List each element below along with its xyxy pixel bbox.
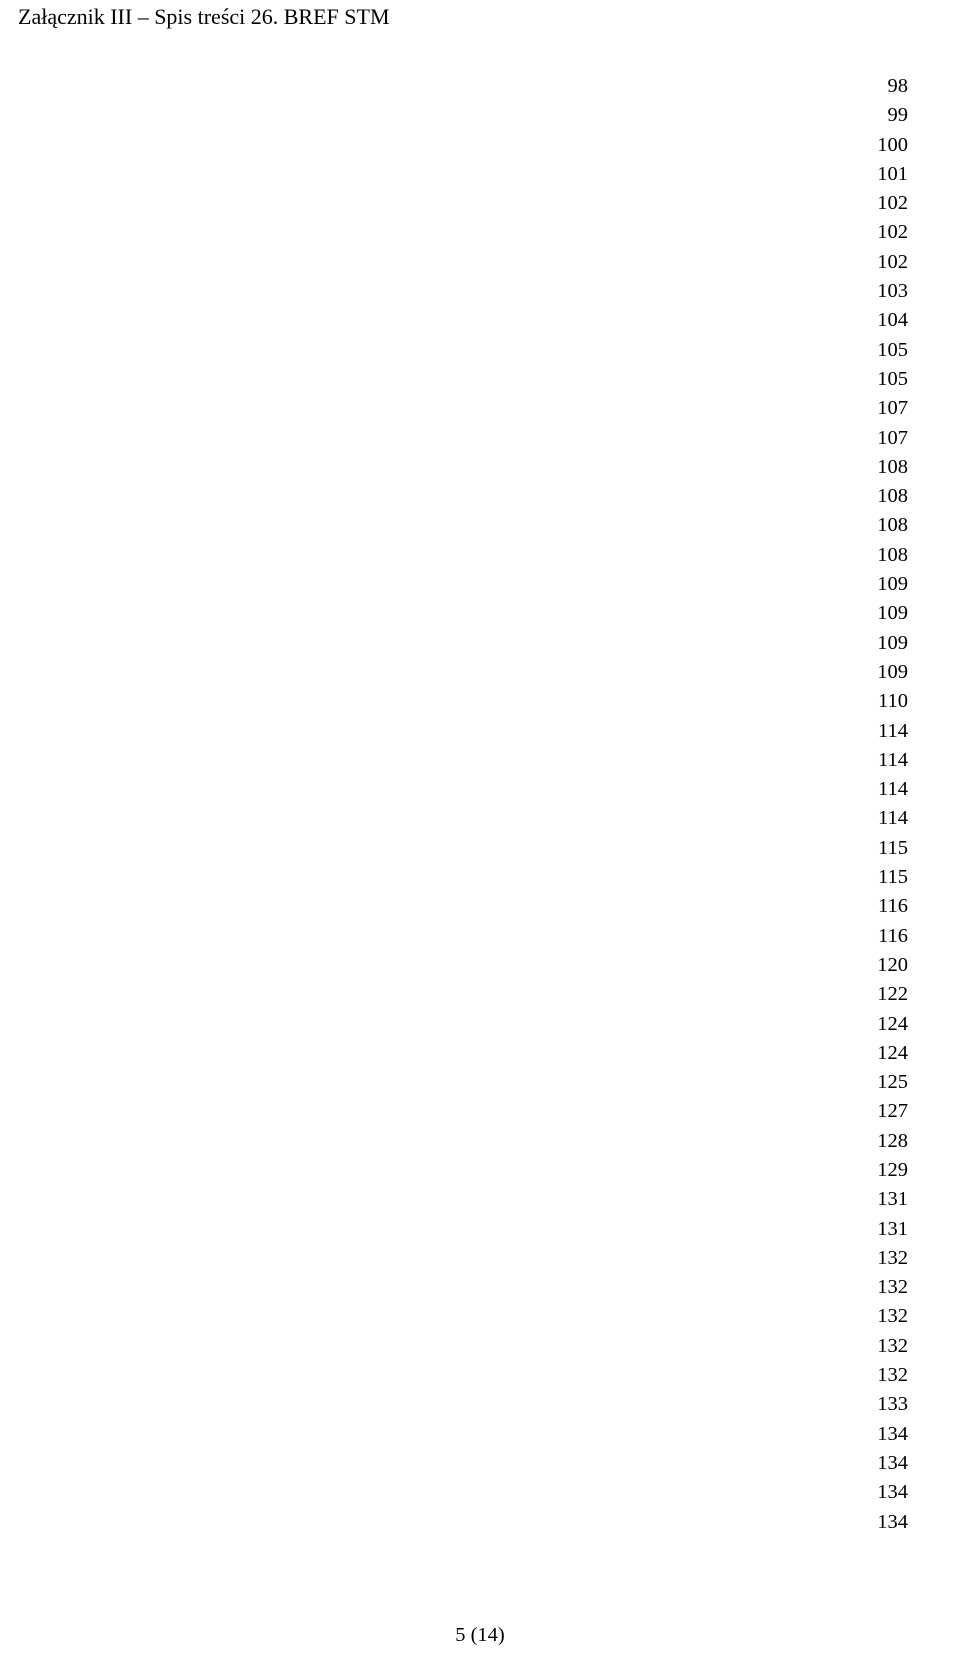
toc-entry[interactable]	[18, 599, 908, 628]
toc-entry-page: 108	[862, 541, 908, 570]
toc-entry-page: 114	[862, 804, 908, 833]
toc-entry[interactable]	[18, 541, 908, 570]
toc-entry[interactable]	[18, 218, 908, 247]
toc-entry-page: 124	[862, 1010, 908, 1039]
toc-entry-page: 102	[862, 218, 908, 247]
toc-entry[interactable]	[18, 1185, 908, 1214]
toc-entry-page: 129	[862, 1156, 908, 1185]
toc-entry[interactable]	[18, 511, 908, 540]
page-header: Załącznik III – Spis treści 26. BREF STM	[18, 4, 390, 29]
toc-entry[interactable]	[18, 951, 908, 980]
toc-entry[interactable]	[18, 746, 908, 775]
toc-entry[interactable]	[18, 1244, 908, 1273]
toc-entry[interactable]	[18, 1508, 908, 1537]
toc-entry-page: 108	[862, 482, 908, 511]
toc-entry[interactable]	[18, 189, 908, 218]
toc-entry[interactable]	[18, 306, 908, 335]
toc-entry[interactable]	[18, 1390, 908, 1419]
toc-entry-page: 104	[862, 306, 908, 335]
toc-entry[interactable]	[18, 1478, 908, 1507]
toc-entry[interactable]	[18, 863, 908, 892]
toc-entry-page: 132	[862, 1332, 908, 1361]
toc-entry-page: 134	[862, 1420, 908, 1449]
toc-entry-page: 134	[862, 1508, 908, 1537]
toc-entry[interactable]	[18, 365, 908, 394]
toc-entry[interactable]	[18, 717, 908, 746]
toc-entry-page: 102	[862, 248, 908, 277]
toc-entry-page: 109	[862, 629, 908, 658]
toc-entry-page: 116	[862, 922, 908, 951]
toc-entry[interactable]	[18, 394, 908, 423]
toc-entry-page: 116	[862, 892, 908, 921]
toc-entry[interactable]	[18, 453, 908, 482]
toc-entry[interactable]	[18, 687, 908, 716]
toc-entry-page: 114	[862, 717, 908, 746]
toc-entry[interactable]	[18, 482, 908, 511]
toc-entry-page: 127	[862, 1097, 908, 1126]
toc-entry[interactable]	[18, 1361, 908, 1390]
toc-entry-page: 108	[862, 453, 908, 482]
toc-entry[interactable]	[18, 72, 908, 101]
toc-entry-page: 132	[862, 1302, 908, 1331]
toc-entry[interactable]	[18, 1127, 908, 1156]
toc-entry[interactable]	[18, 101, 908, 130]
toc-entry-page: 99	[862, 101, 908, 130]
toc-entry-page: 101	[862, 160, 908, 189]
toc-entry[interactable]	[18, 980, 908, 1009]
toc-entry-page: 131	[862, 1185, 908, 1214]
toc-entry[interactable]	[18, 1156, 908, 1185]
toc-entry[interactable]	[18, 658, 908, 687]
toc-entry-page: 107	[862, 394, 908, 423]
toc-entry[interactable]	[18, 629, 908, 658]
toc-entry-page: 114	[862, 746, 908, 775]
toc-entry[interactable]	[18, 1215, 908, 1244]
toc-entry-page: 134	[862, 1478, 908, 1507]
toc-entry-page: 132	[862, 1244, 908, 1273]
toc-entry-page: 132	[862, 1361, 908, 1390]
toc-entry-page: 105	[862, 365, 908, 394]
toc-entry[interactable]	[18, 834, 908, 863]
toc-entry-page: 108	[862, 511, 908, 540]
toc-entry-page: 122	[862, 980, 908, 1009]
toc-entry[interactable]	[18, 1332, 908, 1361]
toc-entry-page: 124	[862, 1039, 908, 1068]
page-number: 5 (14)	[455, 1624, 505, 1646]
toc-entry[interactable]	[18, 570, 908, 599]
toc-entry[interactable]	[18, 922, 908, 951]
toc-entry-page: 109	[862, 658, 908, 687]
toc-entry[interactable]	[18, 775, 908, 804]
toc-entry-page: 134	[862, 1449, 908, 1478]
toc-entry-page: 100	[862, 131, 908, 160]
toc-entry-page: 128	[862, 1127, 908, 1156]
toc-entry[interactable]	[18, 277, 908, 306]
toc-entry[interactable]	[18, 1302, 908, 1331]
toc-entry-page: 114	[862, 775, 908, 804]
toc-entry[interactable]	[18, 1449, 908, 1478]
toc-entry[interactable]	[18, 1420, 908, 1449]
toc-entry[interactable]	[18, 1010, 908, 1039]
toc-entry-page: 110	[862, 687, 908, 716]
toc-entry-page: 132	[862, 1273, 908, 1302]
toc-entry[interactable]	[18, 131, 908, 160]
toc-entry[interactable]	[18, 804, 908, 833]
toc-entry[interactable]	[18, 892, 908, 921]
toc-entry-page: 105	[862, 336, 908, 365]
toc-entry-page: 109	[862, 599, 908, 628]
toc-entry[interactable]	[18, 160, 908, 189]
toc-entry-page: 109	[862, 570, 908, 599]
toc-entry-page: 98	[862, 72, 908, 101]
toc-entry[interactable]	[18, 248, 908, 277]
toc-entry[interactable]	[18, 1039, 908, 1068]
toc-entry[interactable]	[18, 336, 908, 365]
toc-entry[interactable]	[18, 1097, 908, 1126]
toc-entry-page: 107	[862, 424, 908, 453]
toc-entry-page: 102	[862, 189, 908, 218]
toc-entry-page: 120	[862, 951, 908, 980]
toc-entry[interactable]	[18, 1273, 908, 1302]
toc-entry-page: 103	[862, 277, 908, 306]
toc-entry[interactable]	[18, 1068, 908, 1097]
table-of-contents	[18, 72, 908, 1537]
toc-entry-page: 115	[862, 863, 908, 892]
toc-entry[interactable]	[18, 424, 908, 453]
toc-entry-page: 133	[862, 1390, 908, 1419]
toc-entry-page: 115	[862, 834, 908, 863]
toc-entry-page: 131	[862, 1215, 908, 1244]
toc-entry-page: 125	[862, 1068, 908, 1097]
